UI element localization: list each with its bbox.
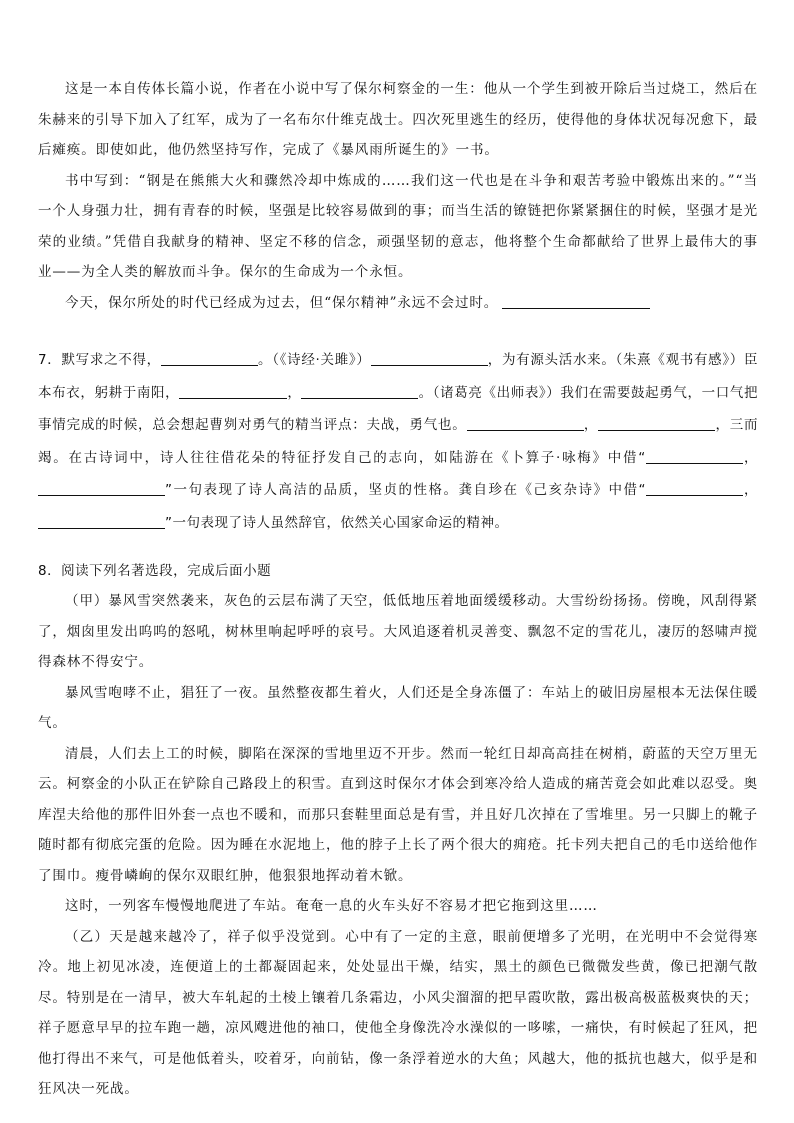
question-8-title: 8．阅读下列名著选段，完成后面小题 xyxy=(38,563,272,579)
excerpt-jia-paragraph-2: 暴风雪咆哮不止，猖狂了一夜。虽然整夜都生着火，人们还是全身冻僵了：车站上的破旧房屋根本无法保住暖气。 xyxy=(38,684,758,731)
q7-text-6: 。（诸葛亮《出师表》）我们在需要鼓起勇气，一口气把事情完成的时候，总会想起曹刿对勇气的精当评点：夫战，勇气也。 xyxy=(38,384,759,433)
answer-blank-7[interactable] xyxy=(646,449,743,464)
question-7-text xyxy=(38,344,758,539)
passage-paragraph-2: 书中写到：“钢是在熊熊大火和骤然冷却中炼成的……我们这一代也是在斗争和艰苦考验中锻炼出来的。”“当一个人身强力壮，拥有青春的时候，坚强是比较容易做到的事；而当生活的镣链把你紧紧捆住的时候，坚强才是光荣的业绩。”凭借自我献身的精神、坚定不移的信念，顽强坚韧的意志，他将整个生命都献给了世界上最伟大的事业——为全人类的解放而斗争。保尔的生命成为一个永恒。 xyxy=(38,172,758,280)
q7-text-12: ”一句表现了诗人虽然辞官，依然关心国家命运的精神。 xyxy=(165,514,509,531)
answer-blank-8[interactable] xyxy=(38,481,165,496)
passage-baoer xyxy=(38,74,758,318)
excerpt-jia-paragraph-1: （甲）暴风雪突然袭来，灰色的云层布满了天空，低低地压着地面缓缓移动。大雪纷纷扬扬。傍晚，风刮得紧了，烟囱里发出呜呜的怒吼，树林里响起呼呼的哀号。大风追逐着机灵善变、飘忽不定的雪花儿，凄厉的怒啸声搅得森林不得安宁。 xyxy=(38,593,758,670)
excerpt-yi-paragraph-1: （乙）天是越来越冷了，祥子似乎没觉到。心中有了一定的主意，眼前便增多了光明，在光明中不会觉得寒冷。地上初见冰凌，连便道上的土都凝固起来，处处显出干燥，结实，黑土的颜色已微微发些黄，像已把潮气散尽。特别是在一清早，被大车轧起的土棱上镶着几条霜边，小风尖溜溜的把早霞吹散，露出极高极蓝极爽快的天；祥子愿意早早的拉车跑一趟，凉风飕进他的袖口，使他全身像洗冷水澡似的一哆嗦，一痛快，有时候起了狂风，把他打得出不来气，可是他低着头，咬着牙，向前钻，像一条浮着逆水的大鱼；风越大，他的抵抗也越大，似乎是和狂风决一死战。 xyxy=(38,928,758,1097)
q7-text-7: ， xyxy=(583,417,599,433)
passage-paragraph-3 xyxy=(38,288,758,319)
q7-text-9: ， xyxy=(742,449,758,466)
question-8-excerpts xyxy=(38,586,758,1105)
answer-blank-5[interactable] xyxy=(467,416,584,431)
q7-text-2: 。（《诗经·关雎》） xyxy=(257,352,371,368)
answer-blank-4[interactable] xyxy=(301,384,418,399)
excerpt-jia-paragraph-4: 这时，一列客车慢慢地爬进了车站。奄奄一息的火车头好不容易才把它拖到这里…… xyxy=(65,898,598,914)
q7-text-5: ， xyxy=(287,384,302,401)
answer-blank-2[interactable] xyxy=(371,351,488,366)
answer-blank[interactable] xyxy=(502,294,650,309)
passage-paragraph-3-text: 今天，保尔所处的时代已经成为过去，但“保尔精神”永远不会过时。 xyxy=(65,294,499,311)
answer-blank-10[interactable] xyxy=(38,514,165,529)
question-7 xyxy=(38,344,758,539)
answer-blank-9[interactable] xyxy=(646,481,743,496)
answer-blank-1[interactable] xyxy=(161,351,258,366)
q7-text-11: ， xyxy=(743,482,758,498)
q7-text-4: 臣本布衣，躬耕于南阳， xyxy=(38,352,758,401)
q7-text-10: ”一句表现了诗人高洁的品质，坚贞的性格。龚自珍在《己亥杂诗》中借“ xyxy=(165,482,646,498)
q7-text-1: 7．默写求之不得， xyxy=(38,352,161,368)
q7-text-8: ，三而竭。在古诗词中，诗人往往借花朵的特征抒发自己的志向，如陆游在《卜算子·咏梅》中借“ xyxy=(38,417,759,466)
passage-paragraph-1: 这是一本自传体长篇小说，作者在小说中写了保尔柯察金的一生：他从一个学生到被开除后当过烧工，然后在朱赫来的引导下加入了红军，成为了一名布尔什维克战士。四次死里逃生的经历，使得他的身体状况每况愈下，最后瘫痪。即使如此，他仍然坚持写作，完成了《暴风雨所诞生的》一书。 xyxy=(38,81,758,158)
answer-blank-6[interactable] xyxy=(598,416,715,431)
q7-text-3: ，为有源头活水来。（朱熹《观书有感》） xyxy=(487,352,744,368)
excerpt-jia-paragraph-3: 清晨，人们去上工的时候，脚陷在深深的雪地里迈不开步。然而一轮红日却高高挂在树梢，蔚蓝的天空万里无云。柯察金的小队正在铲除自己路段上的积雪。直到这时保尔才体会到寒冷给人造成的痛苦竟会如此难以忍受。奥库涅夫给他的那件旧外套一点也不暖和，而那只套鞋里面总是有雪，并且好几次掉在了雪堆里。另一只脚上的靴子随时都有彻底完蛋的危险。因为睡在水泥地上，他的脖子上长了两个很大的痈疮。托卡列夫把自己的毛巾送给他作了围巾。瘦骨嶙峋的保尔双眼红肿，他狠狠地挥动着木锨。 xyxy=(38,745,758,884)
answer-blank-3[interactable] xyxy=(179,384,287,399)
